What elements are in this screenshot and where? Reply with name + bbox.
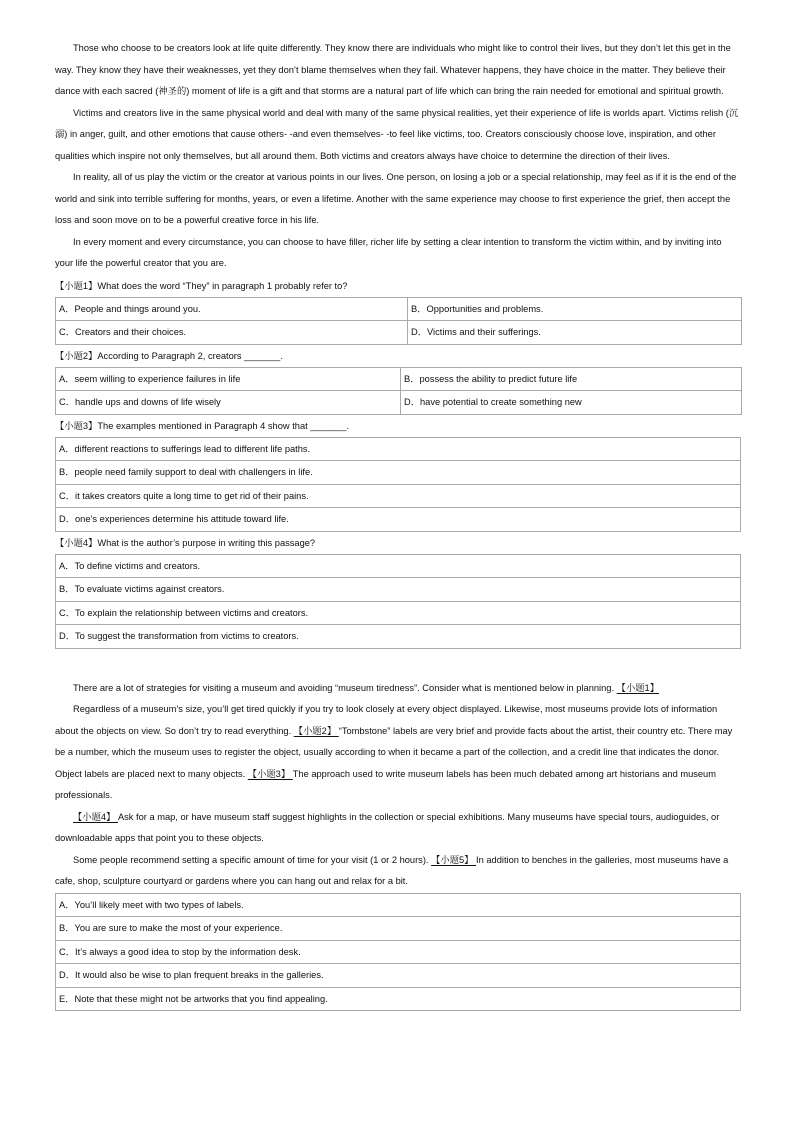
question-2-option-b[interactable]: B．possess the ability to predict future life xyxy=(401,367,742,391)
question-1-option-a[interactable]: A．People and things around you. xyxy=(56,297,408,321)
passage-2 xyxy=(55,678,741,1012)
blank-4[interactable]: 【小题4】 xyxy=(73,811,118,822)
question-2-option-d[interactable]: D．have potential to create something new xyxy=(401,391,742,415)
passage2-p1-text: There are a lot of strategies for visiting a museum and avoiding “museum tiredness”. Consider what is mentioned below in planning. xyxy=(73,682,617,693)
passage1-paragraph-4: In every moment and every circumstance, you can choose to have filler, richer life by setting a clear intention to transform the victim within, and by inviting into your life the powerful creator that you are. xyxy=(55,236,722,268)
passage2-paragraph-2 xyxy=(55,699,741,807)
passage2-p2-text-c: The approach used to write museum labels has been much debated among art historians and museum professionals. xyxy=(55,768,716,800)
passage2-paragraph-4 xyxy=(55,850,741,893)
passage2-p4-text-b: In addition to benches in the galleries, most museums have a cafe, shop, sculpture courtyard or gardens where you can hang out and relax for a bit. xyxy=(55,854,729,886)
passage2-p4-text-a: Some people recommend setting a specific amount of time for your visit (1 or 2 hours). xyxy=(73,854,432,865)
question-2-option-a[interactable]: A．seem willing to experience failures in life xyxy=(56,367,401,391)
question-3-option-c[interactable]: C．it takes creators quite a long time to get rid of their pains. xyxy=(56,484,741,508)
passage2-paragraph-3 xyxy=(55,807,741,850)
passage2-option-e[interactable]: E．Note that these might not be artworks that you find appealing. xyxy=(56,987,741,1011)
question-2-options xyxy=(55,367,742,415)
question-3-option-a[interactable]: A．different reactions to sufferings lead to different life paths. xyxy=(56,437,741,461)
passage1-paragraph-2: Victims and creators live in the same physical world and deal with many of the same physical realities, yet their experience of life is worlds apart. Victims relish (沉溺) in anger, guilt, and other emotions that cause others- -and even themselves- -to feel like victims, too. Creators consciously choose love, inspiration, and other qualities which inspire not only themselves, but all around them. Both victims and creators always have choice to determine the direction of their lives. xyxy=(55,107,739,161)
blank-3[interactable]: 【小题3】 xyxy=(247,768,293,779)
passage2-paragraph-1 xyxy=(55,678,741,700)
question-1-stem: 【小题1】What does the word “They” in paragraph 1 probably refer to? xyxy=(55,280,348,291)
blank-2[interactable]: 【小题2】 xyxy=(293,725,339,736)
question-4-options xyxy=(55,554,741,649)
passage2-option-c[interactable]: C．It’s always a good idea to stop by the information desk. xyxy=(56,940,741,964)
question-4-option-b[interactable]: B．To evaluate victims against creators. xyxy=(56,578,741,602)
passage1-paragraph-3: In reality, all of us play the victim or the creator at various points in our lives. One person, on losing a job or a special relationship, may feel as if it is the end of the world and sink into terrible suffering for months, years, or even a lifetime. Another with the same experience may choose to first experience the grief, then accept the loss and soon move on to be a powerful creative force in his life. xyxy=(55,172,737,225)
blank-1[interactable]: 【小题1】 xyxy=(616,682,659,693)
blank-5[interactable]: 【小题5】 xyxy=(431,854,477,865)
question-1-options xyxy=(55,297,742,345)
passage2-p3-text: Ask for a map, or have museum staff suggest highlights in the collection or special exhibitions. Many museums have special tours, audioguides, or downloadable apps that point you to these objects. xyxy=(55,811,720,843)
question-1-option-d[interactable]: D．Victims and their sufferings. xyxy=(408,321,742,345)
question-3-option-d[interactable]: D．one’s experiences determine his attitude toward life. xyxy=(56,508,741,532)
question-4-option-c[interactable]: C．To explain the relationship between victims and creators. xyxy=(56,601,741,625)
question-4-option-d[interactable]: D．To suggest the transformation from victims to creators. xyxy=(56,625,741,649)
passage2-option-b[interactable]: B．You are sure to make the most of your experience. xyxy=(56,917,741,941)
question-2-option-c[interactable]: C．handle ups and downs of life wisely xyxy=(56,391,401,415)
question-3-option-b[interactable]: B．people need family support to deal with challengers in life. xyxy=(56,461,741,485)
passage2-option-a[interactable]: A．You’ll likely meet with two types of labels. xyxy=(56,893,741,917)
question-3-options xyxy=(55,437,741,532)
question-1-option-b[interactable]: B．Opportunities and problems. xyxy=(408,297,742,321)
passage-1 xyxy=(55,38,741,649)
document-page xyxy=(55,38,741,1011)
question-1-option-c[interactable]: C．Creators and their choices. xyxy=(56,321,408,345)
question-2-stem: 【小题2】According to Paragraph 2, creators _______. xyxy=(55,350,283,361)
passage2-p2-text-b: “Tombstone” labels are very brief and provide facts about the artist, their country etc. There may be a number, which the museum uses to register the object, usually according to when it became a part of the collection, and a credit line that indicates the donor. Object labels are placed next to many objects. xyxy=(55,725,733,779)
passage2-options xyxy=(55,893,741,1012)
passage1-paragraph-1: Those who choose to be creators look at life quite differently. They know there are individuals who might like to control their lives, but they don’t let this get in the way. They know they have their weaknesses, yet they don’t blame themselves when they fail. Whatever happens, they have choice in the matter. They believe their dance with each sacred (神圣的) moment of life is a gift and that storms are a natural part of life which can bring the rain needed for emotional and spiritual growth. xyxy=(55,43,731,96)
question-4-option-a[interactable]: A．To define victims and creators. xyxy=(56,554,741,578)
question-3-stem: 【小题3】The examples mentioned in Paragraph 4 show that _______. xyxy=(55,420,350,431)
passage2-p2-text-a: Regardless of a museum’s size, you’ll get tired quickly if you try to look closely at every object displayed. Likewise, most museums provide lots of information about the objects on view. So don’t try to read everything. xyxy=(55,704,718,736)
passage2-option-d[interactable]: D．It would also be wise to plan frequent breaks in the galleries. xyxy=(56,964,741,988)
section-spacer xyxy=(55,649,741,678)
question-4-stem: 【小题4】What is the author’s purpose in writing this passage? xyxy=(55,537,316,548)
